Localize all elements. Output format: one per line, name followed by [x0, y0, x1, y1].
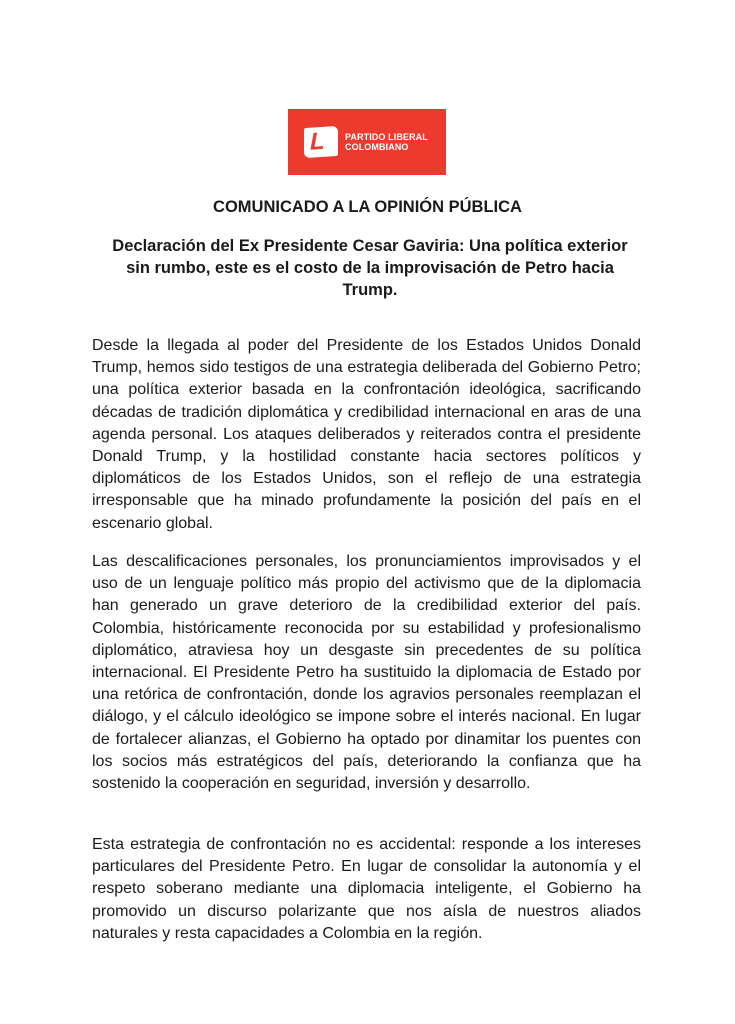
logo-line-2: COLOMBIANO — [345, 142, 409, 152]
paragraph-1: Desde la llegada al poder del Presidente de los Estados Unidos Donald Trump, hemos sido testigos de una estrategia deliberada del Gobierno Petro; una política exterior basada en la confrontación ideológica, sacrificando décadas de tradición diplomática y credibilidad internacional en aras de una agenda personal. Los ataques deliberados y reiterados contra el presidente Donald Trump, y la hostilidad constante hacia sectores políticos y diplomáticos de los Estados Unidos, son el reflejo de una estrategia irresponsable que ha minado profundamente la posición del país en el escenario global. — [92, 337, 641, 532]
logo-line-1: PARTIDO LIBERAL — [345, 132, 428, 142]
flag-icon — [304, 126, 338, 158]
document-title: COMUNICADO A LA OPINIÓN PÚBLICA — [213, 198, 522, 216]
party-logo — [288, 109, 446, 175]
paragraph-3: Esta estrategia de confrontación no es accidental: responde a los intereses particulares del Presidente Petro. En lugar de consolidar la autonomía y el respeto soberano mediante una diplomacia inteligente, el Gobierno ha promovido un discurso polarizante que nos aísla de nuestros aliados naturales y resta capacidades a Colombia en la región. — [92, 836, 641, 942]
document-subtitle: Declaración del Ex Presidente Cesar Gaviria: Una política exterior sin rumbo, este es el costo de la improvisación de Petro hacia Trump. — [112, 237, 628, 299]
logo-text — [345, 132, 428, 152]
logo-mark: L — [310, 127, 325, 156]
paragraph-2: Las descalificaciones personales, los pronunciamientos improvisados y el uso de un lenguaje político más propio del activismo que de la diplomacia han generado un grave deterioro de la credibilidad exterior del país. Colombia, históricamente reconocida por su estabilidad y profesionalismo diplomático, atraviesa hoy un desgaste sin precedentes de su política internacional. El Presidente Petro ha sustituido la diplomacia de Estado por una retórica de confrontación, donde los agravios personales reemplazan el diálogo, y el cálculo ideológico se impone sobre el interés nacional. En lugar de fortalecer alianzas, el Gobierno ha optado por dinamitar los puentes con los socios más estratégicos del país, deteriorando la confianza que ha sostenido la cooperación en seguridad, inversión y desarrollo. — [92, 553, 641, 793]
